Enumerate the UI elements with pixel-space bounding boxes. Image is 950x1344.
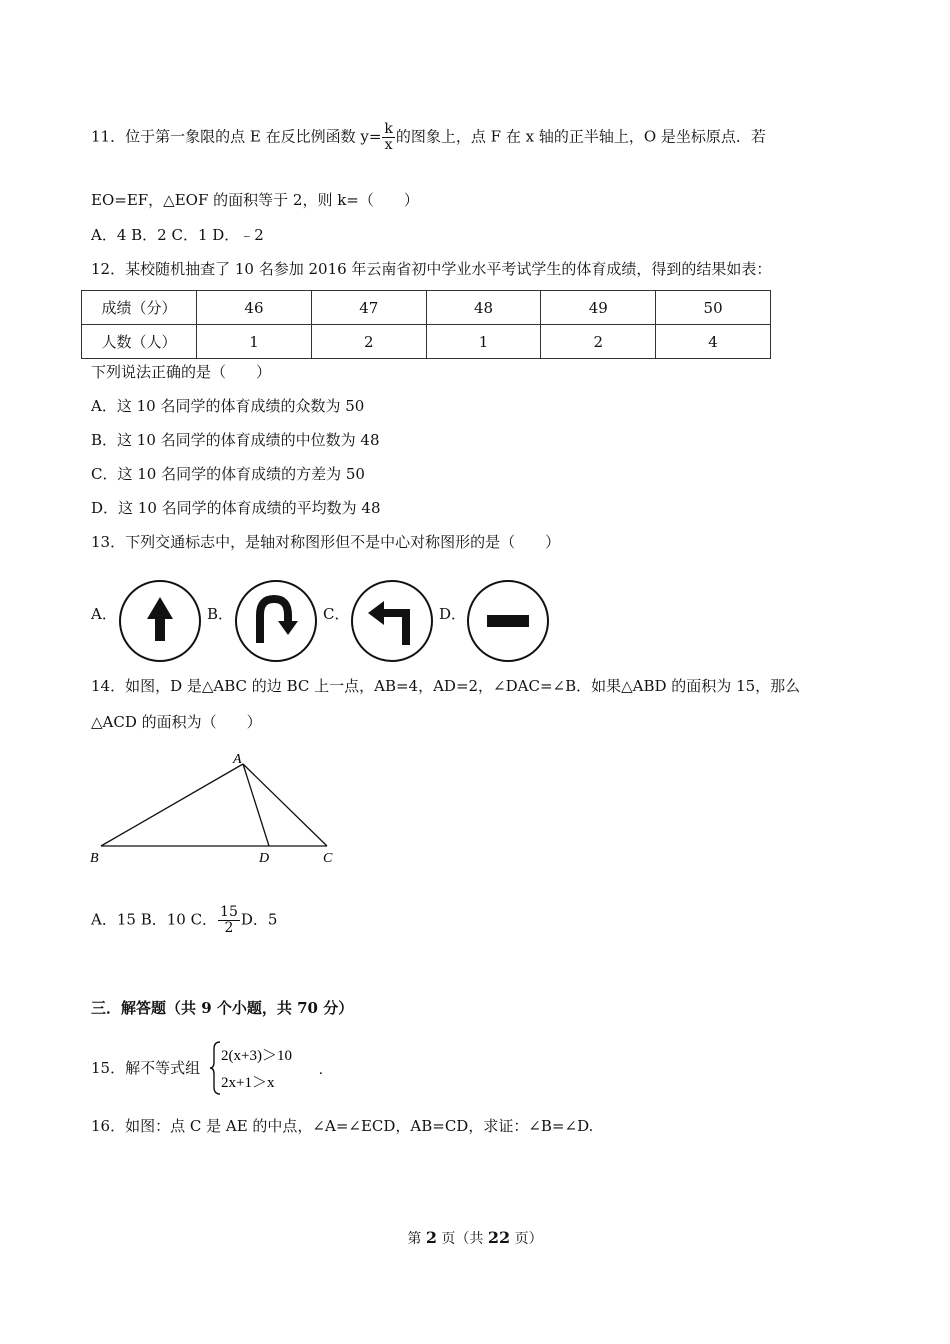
q12-option-a: A．这 10 名同学的体育成绩的众数为 50 <box>91 397 365 415</box>
q12-option-c: C．这 10 名同学的体育成绩的方差为 50 <box>91 465 365 483</box>
table-cell: 1 <box>197 325 312 359</box>
vertex-label-c: C <box>323 851 333 866</box>
q14-line1: 14．如图，D 是△ABC 的边 BC 上一点，AB=4，AD=2，∠DAC=∠B．如果△ABD 的面积为 15，那么 <box>91 677 801 695</box>
q14-fraction <box>218 905 240 936</box>
inequality-1: 2(x+3)＞10 <box>221 1048 292 1064</box>
q14-frac-den: 2 <box>224 920 234 936</box>
q13-label-c: C． <box>323 605 350 623</box>
table-cell: 46 <box>197 291 312 325</box>
q14-line2: △ACD 的面积为（ ） <box>91 713 262 731</box>
left-turn-arrow-icon <box>350 579 434 663</box>
q14-options-suffix: D．5 <box>240 910 278 929</box>
inequality-system <box>207 1040 327 1096</box>
q12-question: 下列说法正确的是（ ） <box>91 363 272 381</box>
inequality-2: 2x+1＞x <box>221 1075 275 1091</box>
q13-stem: 13．下列交通标志中，是轴对称图形但不是中心对称图形的是（ ） <box>91 533 561 551</box>
vertex-label-b: B <box>90 851 99 866</box>
q13-label-b: B． <box>207 605 234 623</box>
straight-ahead-arrow-icon <box>118 579 202 663</box>
q14-frac-num: 15 <box>220 904 238 920</box>
table-cell: 47 <box>311 291 426 325</box>
q15-prefix: 15．解不等式组 <box>91 1059 201 1077</box>
table-header-cell: 成绩（分） <box>82 291 197 325</box>
q11-line2: EO=EF，△EOF 的面积等于 2，则 k=（ ） <box>91 191 419 209</box>
triangle-figure <box>89 746 341 868</box>
score-table <box>81 290 771 359</box>
footer-post: 页） <box>510 1231 543 1247</box>
total-pages: 22 <box>487 1228 511 1247</box>
table-cell: 2 <box>311 325 426 359</box>
q12-option-d: D．这 10 名同学的体育成绩的平均数为 48 <box>91 499 381 517</box>
page-number: 2 <box>425 1228 437 1247</box>
q11-frac-num: k <box>384 121 393 137</box>
page-footer <box>0 1228 950 1248</box>
section-3-title: 三．解答题（共 9 个小题，共 70 分） <box>91 999 354 1017</box>
table-cell: 1 <box>426 325 541 359</box>
q15-period: . <box>319 1062 323 1078</box>
q12-stem: 12．某校随机抽查了 10 名参加 2016 年云南省初中学业水平考试学生的体育成绩，得到的结果如表： <box>91 260 772 278</box>
table-cell: 48 <box>426 291 541 325</box>
table-header-cell: 人数（人） <box>82 325 197 359</box>
no-entry-bar-icon <box>466 579 550 663</box>
vertex-label-a: A <box>233 752 242 767</box>
q12-option-b: B．这 10 名同学的体育成绩的中位数为 48 <box>91 431 380 449</box>
table-cell: 50 <box>656 291 771 325</box>
table-row <box>82 291 771 325</box>
u-turn-arrow-icon <box>234 579 318 663</box>
q14-options-prefix: A．15 B．10 C． <box>91 910 218 929</box>
q14-options <box>91 905 277 936</box>
footer-pre: 第 <box>407 1231 426 1247</box>
q13-label-d: D． <box>439 605 467 623</box>
q13-label-a: A． <box>91 605 117 623</box>
table-cell: 49 <box>541 291 656 325</box>
vertex-label-d: D <box>259 851 270 866</box>
table-cell: 4 <box>656 325 771 359</box>
q11-prefix: 11．位于第一象限的点 E 在反比例函数 y= <box>91 127 382 146</box>
table-cell: 2 <box>541 325 656 359</box>
q11-line1 <box>91 122 766 153</box>
q11-suffix: 的图象上，点 F 在 x 轴的正半轴上，O 是坐标原点．若 <box>395 127 766 146</box>
q11-fraction <box>382 122 394 153</box>
footer-mid: 页（共 <box>436 1231 488 1247</box>
table-row <box>82 325 771 359</box>
q11-frac-den: x <box>384 137 393 153</box>
q16-text: 16．如图：点 C 是 AE 的中点，∠A=∠ECD，AB=CD，求证：∠B=∠D. <box>91 1117 594 1135</box>
q11-options: A．4 B．2 C．1 D．﹣2 <box>91 226 264 244</box>
